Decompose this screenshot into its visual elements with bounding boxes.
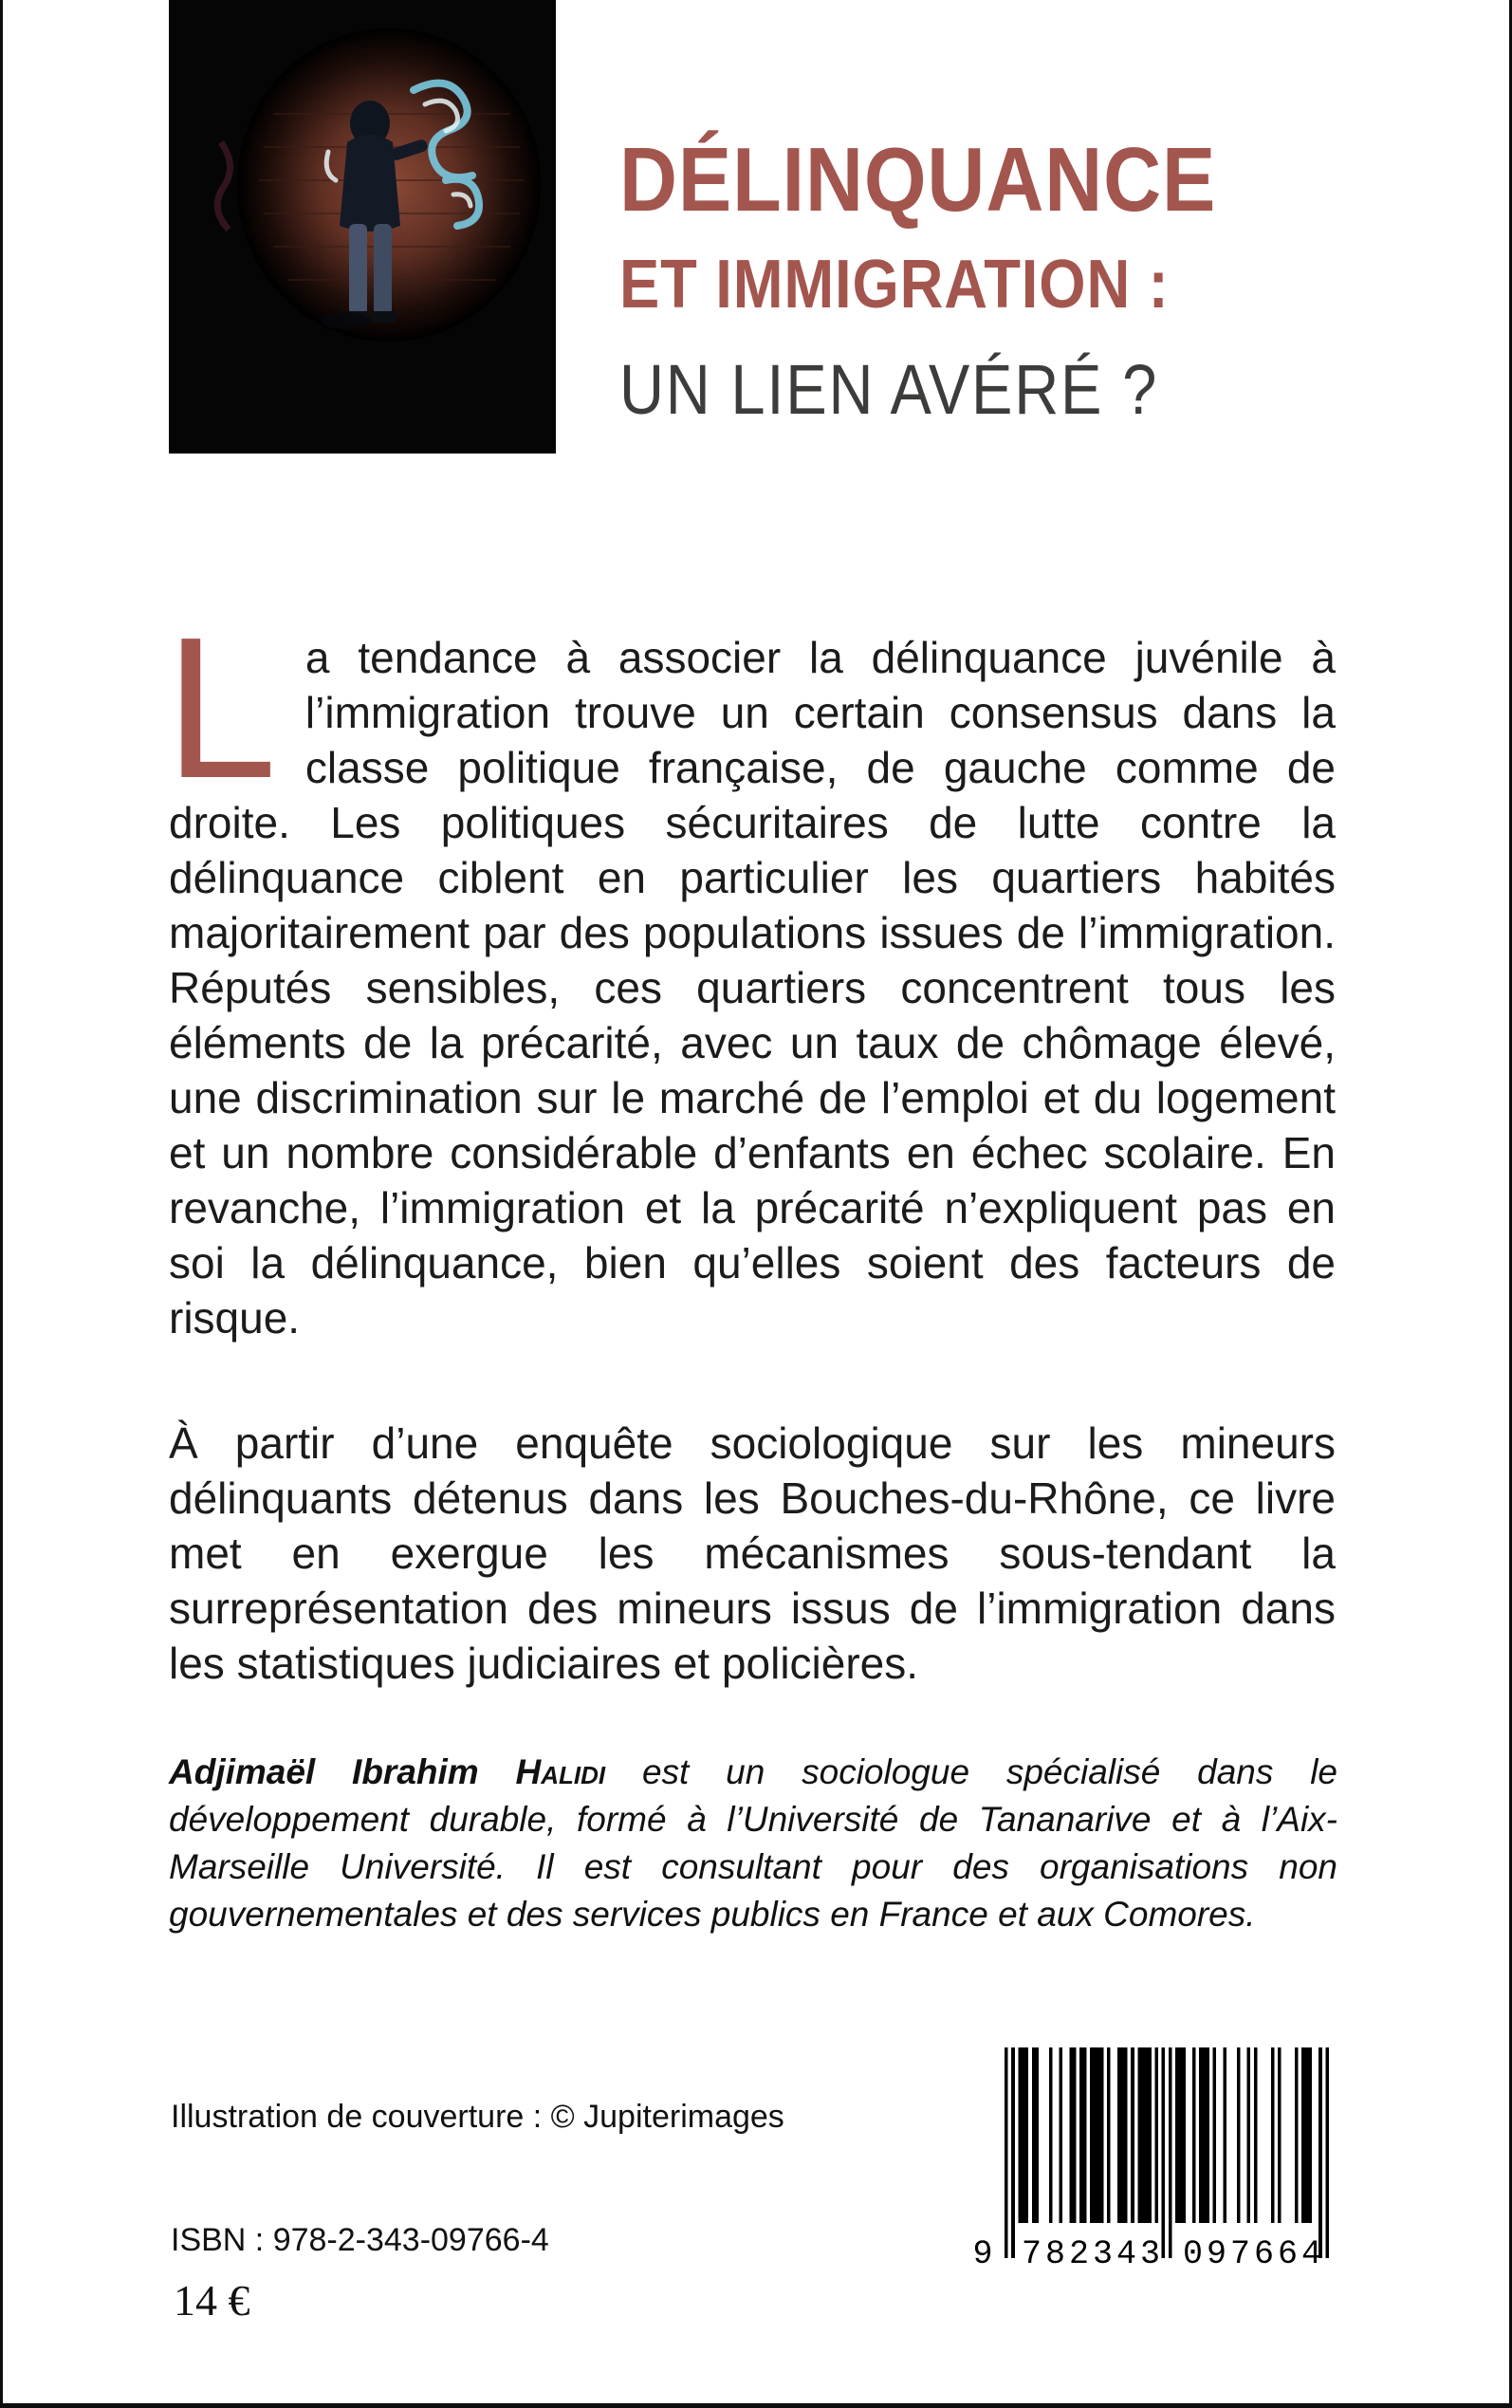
author-bio-text: est un sociologue spécialisé dans le développement durable, formé à l’Université de Tananarive et à l’Aix-Marseille Université. Il est consultant pour des organisations non gouvernementales et des services publics en France et aux Comores.: [169, 1752, 1337, 1934]
author-name: Adjimaël Ibrahim: [169, 1752, 516, 1791]
title-line-1: DÉLINQUANCE: [619, 129, 1217, 231]
barcode-bars: [1005, 2047, 1329, 2258]
barcode-digit-group-1: 782343: [1022, 2235, 1165, 2273]
barcode-digit-group-2: 097664: [1183, 2235, 1326, 2273]
barcode-digit-first: 9: [972, 2235, 997, 2273]
barcode: [968, 2047, 1337, 2273]
synopsis-paragraph-1-text: a tendance à associer la délinquance juvénile à l’immigration trouve un certain consensus dans la classe politique française, de gauche comme de droite. Les politiques sécuritaires de lutte contre la délinquance ciblent en particulier les quartiers habités majoritairement par des populations issues de l’immigration. Réputés sensibles, ces quartiers concentrent tous les éléments de la précarité, avec un taux de chômage élevé, une discrimination sur le marché de l’emploi et du logement et un nombre considérable d’enfants en échec scolaire. En revanche, l’immigration et la précarité n’expliquent pas en soi la délinquance, bien qu’elles soient des facteurs de risque.: [169, 633, 1336, 1343]
cover-photo-illustration: [169, 0, 556, 454]
synopsis-paragraph-1: [165, 595, 1336, 1345]
isbn-text: ISBN : 978-2-343-09766-4: [171, 2222, 549, 2258]
synopsis: [165, 595, 1336, 1691]
author-surname: Halidi: [515, 1752, 606, 1791]
cover-photo: [169, 0, 556, 454]
author-bio-paragraph: [169, 1749, 1337, 1938]
drop-cap: L: [165, 595, 277, 820]
synopsis-paragraph-2: À partir d’une enquête sociologique sur les mineurs délinquants détenus dans les Bouches-du-Rhône, ce livre met en exergue les mécanismes sous-tendant la surreprésentation des mineurs issus de l’immigration dans les statistiques judiciaires et policières.: [169, 1418, 1336, 1688]
author-bio: [169, 1749, 1337, 1938]
title-line-3: UN LIEN AVÉRÉ ?: [619, 350, 1159, 429]
price-text: 14 €: [174, 2276, 250, 2325]
title-line-2: ET IMMIGRATION :: [619, 247, 1170, 323]
title-block: [619, 129, 1340, 429]
illustration-credit: Illustration de couverture : © Jupiterimages: [171, 2099, 784, 2135]
